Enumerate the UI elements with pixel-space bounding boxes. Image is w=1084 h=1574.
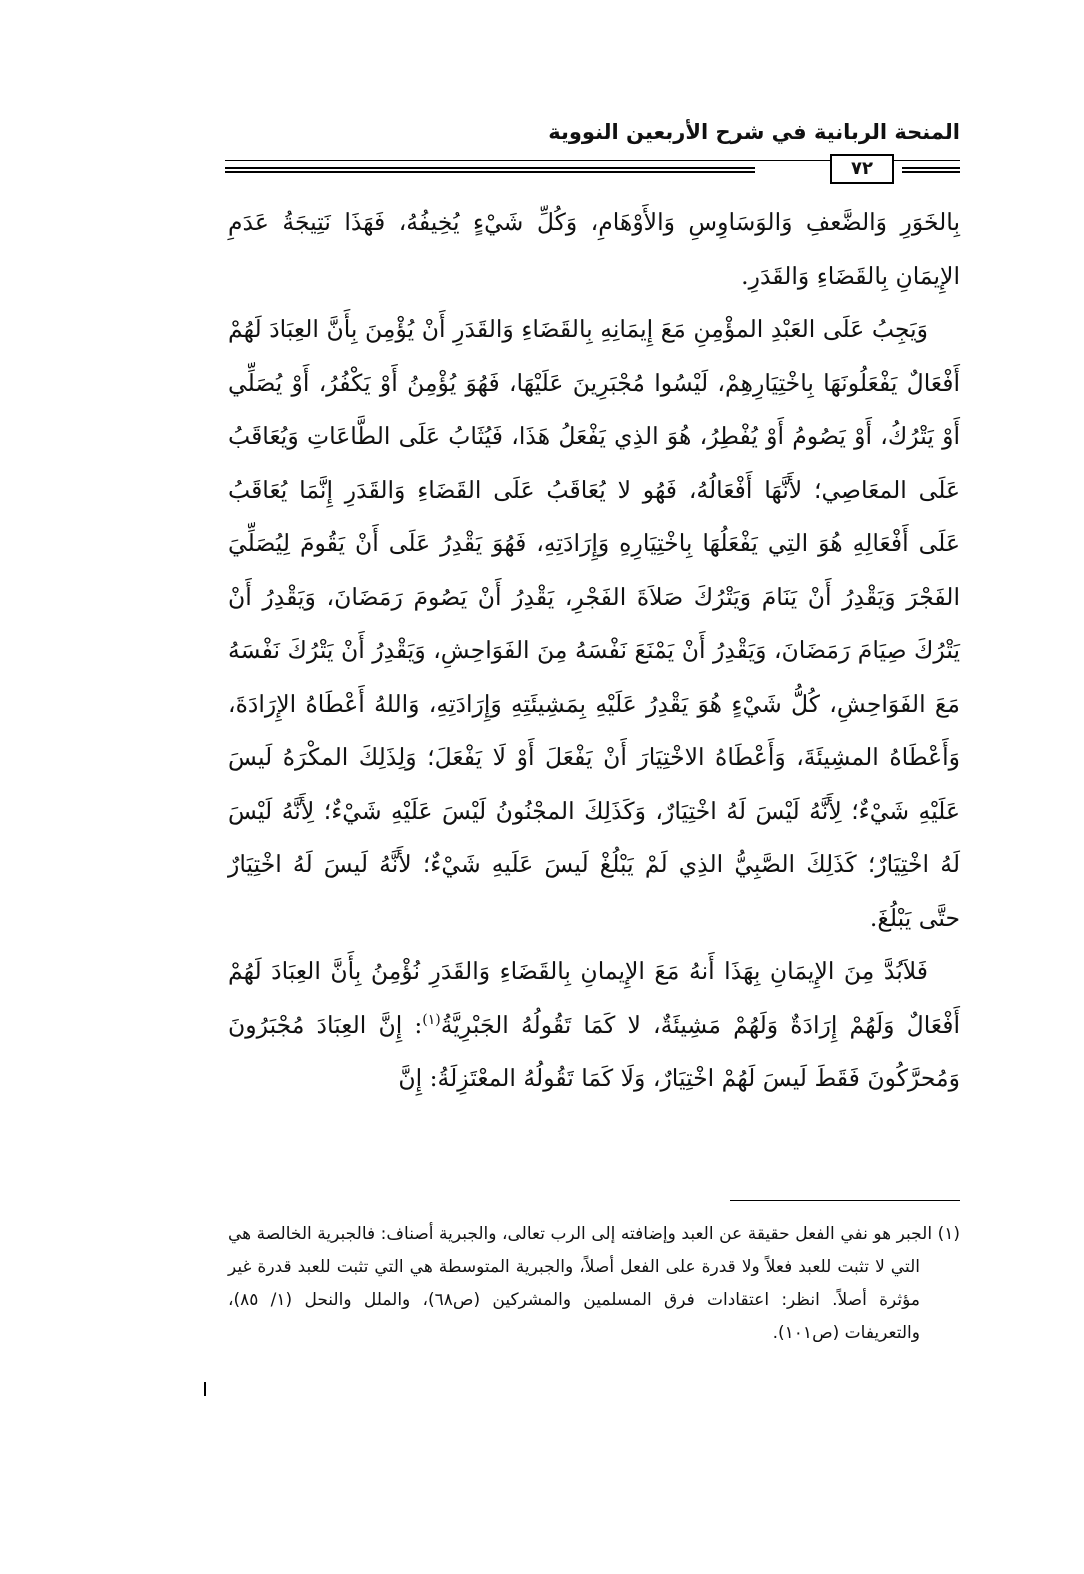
paragraph (228, 945, 960, 1106)
footnotes (228, 1218, 960, 1350)
paragraph: وَيَجِبُ عَلَى العَبْدِ المؤْمِنِ مَعَ إِيمَانِهِ بِالقَضَاءِ وَالقَدَرِ أَنْ يُؤْمِنَ بِأَنَّ العِبَادَ لَهُمْ أَفْعَالٌ يَفْعَلُونَهَا بِاخْتِيَارِهِمْ، لَيْسُوا مُجْبَرِينَ عَلَيْهَا، فَهُوَ يُؤْمِنُ أَوْ يَكْفُرُ، أَوْ يُصَلِّي أَوْ يَتْرُكُ، أَوْ يَصُومُ أَوْ يُفْطِرُ، هُوَ الذِي يَفْعَلُ هَذَا، فَيُثَابُ عَلَى الطَّاعَاتِ وَيُعَاقَبُ عَلَى المعَاصِي؛ لأَنَّهَا أَفْعَالُهُ، فَهُو لا يُعَاقَبُ عَلَى القَضَاءِ وَالقَدَرِ إِنَّمَا يُعَاقَبُ عَلَى أَفْعَالِهِ هُوَ التِي يَفْعَلُهَا بِاخْتِيَارِهِ وَإِرَادَتِهِ، فَهُوَ يَقْدِرُ عَلَى أَنْ يَقُومَ لِيُصَلِّيَ الفَجْرَ وَيَقْدِرُ أَنْ يَنَامَ وَيَتْرُكَ صَلاَةَ الفَجْرِ، يَقْدِرُ أَنْ يَصُومَ رَمَضَانَ، وَيَقْدِرُ أَنْ يَتْرُكَ صِيَامَ رَمَضَانَ، وَيَقْدِرُ أَنْ يَمْنَعَ نَفْسَهُ مِنَ الفَوَاحِشِ، وَيَقْدِرُ أَنْ يَتْرُكَ نَفْسَهُ مَعَ الفَوَاحِشِ، كُلُّ شَيْءٍ هُوَ يَقْدِرُ عَلَيْهِ بِمَشِيئَتِهِ وَإِرَادَتِهِ، وَاللهُ أَعْطَاهُ الإِرَادَةَ، وَأَعْطَاهُ المشِيئَةَ، وَأَعْطَاهُ الاخْتِيَارَ أَنْ يَفْعَلَ أَوْ لَا يَفْعَلَ؛ وَلِذَلِكَ المكْرَهُ لَيسَ عَلَيْهِ شَيْءٌ؛ لِأَنَّهُ لَيْسَ لَهُ اخْتِيَارٌ، وَكَذَلِكَ المجْنُونُ لَيْسَ عَلَيْهِ شَيْءٌ؛ لِأَنَّهُ لَيْسَ لَهُ اخْتِيَارٌ؛ كَذَلِكَ الصَّبِيُّ الذِي لَمْ يَبْلُغْ لَيسَ عَلَيهِ شَيْءٌ؛ لأَنَّهُ لَيسَ لَهُ اخْتِيَارٌ حتَّى يَبْلُغَ. (228, 315, 960, 932)
footnote-reference[interactable]: (١) (422, 1011, 441, 1028)
running-title: المنحة الربانية في شرح الأربعين النووية (548, 120, 960, 144)
page-number: ٧٢ (830, 154, 894, 184)
paragraph-text: : إِنَّ العِبَادَ مُجْبَرُونَ وَمُحرَّكُونَ فَقَطَ لَيسَ لَهُمْ اخْتِيَارٌ، وَلَا كَمَا تَقُولُهُ المعْتَزِلَةُ: إِنَّ (228, 1010, 960, 1092)
header-rule-right (902, 167, 960, 173)
main-text (228, 196, 960, 1106)
footnote: (١) الجبر هو نفي الفعل حقيقة عن العبد وإضافته إلى الرب تعالى، والجبرية أصناف: فالجبرية الخالصة هي التي لا تثبت للعبد فعلاً ولا قدرة على الفعل أصلاً، والجبرية المتوسطة هي التي تثبت للعبد قدرة غير مؤثرة أصلاً. انظر: اعتقادات فرق المسلمين والمشركين (ص٦٨)، والملل والنحل (١/ ٨٥)، والتعريفات (ص١٠١). (228, 1224, 960, 1343)
scan-mark (204, 1382, 206, 1396)
header-rule-left (225, 167, 755, 173)
paragraph: بِالخَوَرِ وَالضَّعفِ وَالوَسَاوِسِ وَالأَوْهَامِ، وَكُلِّ شَيْءٍ يُخِيفُهُ، فَهَذَا نَتِيجَةُ عَدَمِ الإِيمَانِ بِالقَضَاءِ وَالقَدَرِ. (228, 208, 960, 290)
paragraph-text: فَلاَبُدَّ مِنَ الإِيمَانِ بِهَذَا أَنهُ مَعَ الإِيمانِ بِالقَضَاءِ وَالقَدَرِ نُؤْمِنُ بِأَنَّ العِبَادَ لَهُمْ أَفْعَالٌ وَلَهُمْ إِرَادَةٌ وَلَهُمْ مَشِيئَةٌ، لا كَمَا تَقُولُهُ الجَبْرِيَّةُ (228, 957, 960, 1039)
page-header (225, 120, 960, 180)
footnote-separator (730, 1200, 960, 1201)
